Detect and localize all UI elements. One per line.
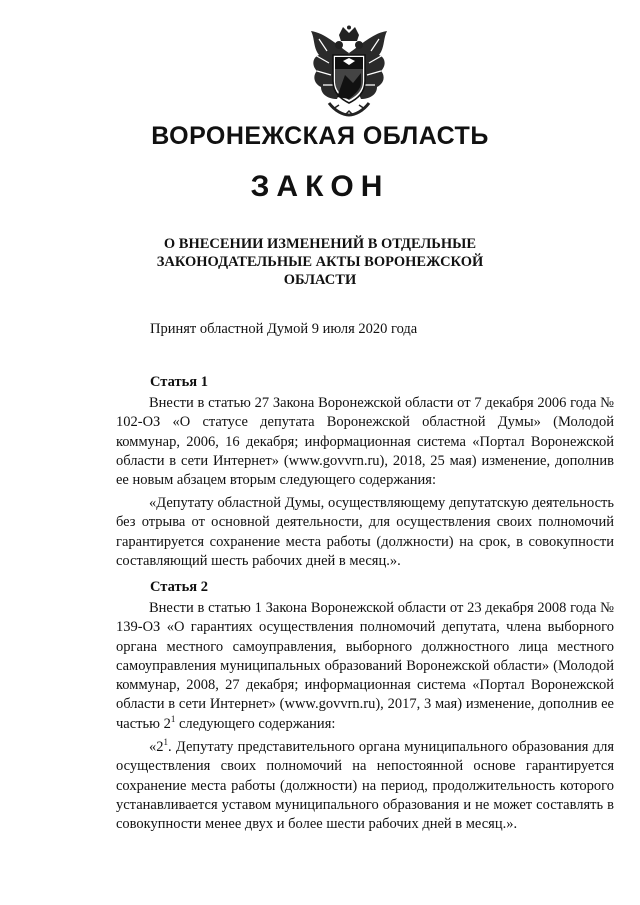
document-type: ЗАКОН (250, 170, 390, 203)
law-title-line: ЗАКОНОДАТЕЛЬНЫЕ АКТЫ ВОРОНЕЖСКОЙ (156, 254, 484, 270)
article-2-text-main: Внести в статью 1 Закона Воронежской области от 23 декабря 2008 года № 139-ОЗ «О гарантиях осуществления полномочий депутата, члена выборного органа местного самоуправления, выборного должностного лица местного самоуправления муниципальных образований Воронежской области» (Молодой коммунар, 2008, 27 декабря; информационная система «Портал Воронежской области в сети Интернет» (www.govvrn.ru), 2017, 3 мая) изменение, дополнив ее частью 2 (116, 600, 614, 732)
article-1-quote: «Депутату областной Думы, осуществляющему депутатскую деятельность без отрыва от основной деятельности, для осуществления своих полномочий гарантируется сохранение места работы (должности) на срок, в совокупности составляющий шесть рабочих дней в месяц.». (116, 495, 614, 569)
law-title-line: ОБЛАСТИ (283, 272, 357, 288)
article-1-text: Внести в статью 27 Закона Воронежской области от 7 декабря 2006 года № 102-ОЗ «О статусе депутата Воронежской областной Думы» (Молодой коммунар, 2006, 16 декабря; информационная система «Портал Воронежской области в сети Интернет» (www.govvrn.ru), 2018, 25 мая) изменение, дополнив ее новым абзацем вторым следующего содержания: (116, 395, 614, 489)
coat-of-arms-icon (299, 25, 399, 120)
part-superscript: 1 (170, 713, 176, 724)
article-2-heading: Статья 2 (150, 579, 208, 595)
article-2-text (116, 599, 614, 734)
article-2-quote (116, 738, 614, 834)
law-title-line: О ВНЕСЕНИИ ИЗМЕНЕНИЙ В ОТДЕЛЬНЫЕ (163, 236, 477, 252)
article-1-heading: Статья 1 (150, 374, 208, 390)
article-2-quote-start: «2 (149, 739, 164, 755)
region-title: ВОРОНЕЖСКАЯ ОБЛАСТЬ (151, 122, 489, 150)
article-2-quote-body: . Депутату представительного органа муниципального образования для осуществления своих полномочий на непостоянной основе гарантируется сохранение места работы (должности) на период, продолжительность которого устанавливается уставом муниципального образования и не может составлять в совокупности менее двух и более шести рабочих дней в месяц.». (116, 739, 614, 833)
part-superscript: 1 (163, 737, 168, 748)
law-title (120, 235, 520, 289)
adoption-date: Принят областной Думой 9 июля 2020 года (150, 321, 418, 337)
article-2-text-tail: следующего содержания: (175, 715, 336, 732)
